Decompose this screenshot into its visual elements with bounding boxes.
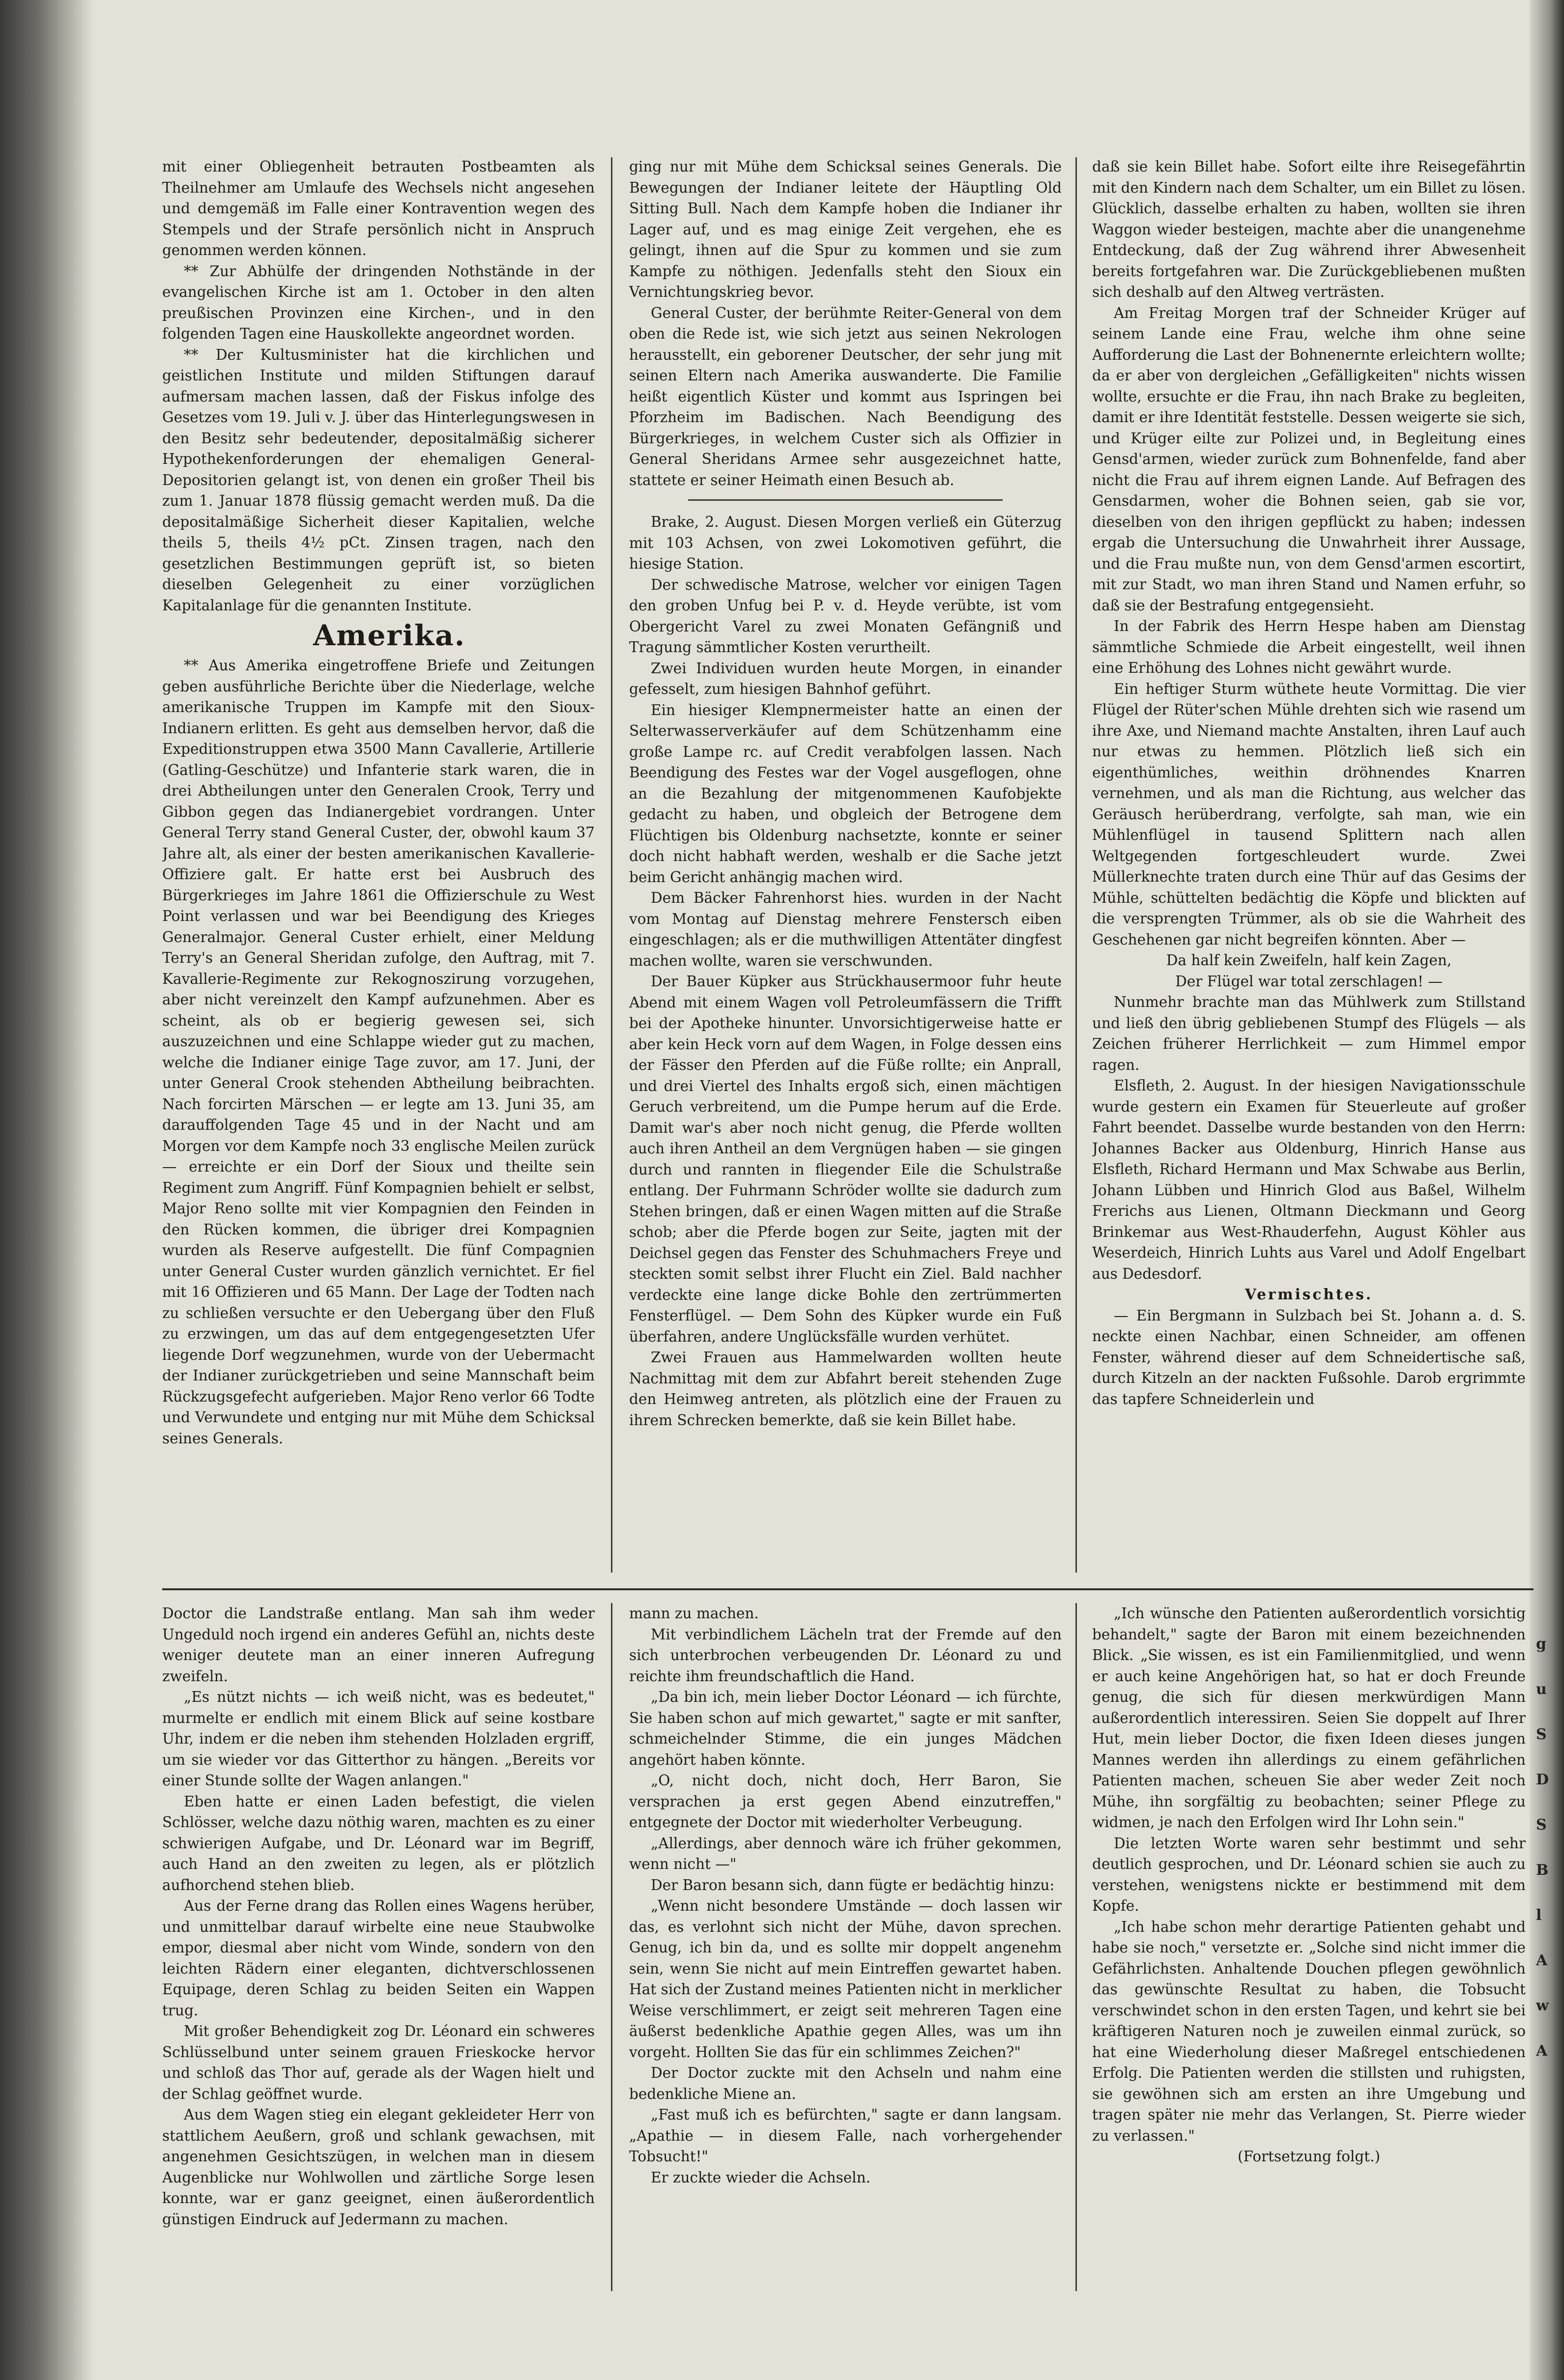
- paragraph: ging nur mit Mühe dem Schicksal seines Generals. Die Bewegungen der Indianer leitete der Häuptling Old Sitting Bull. Nach dem Kampfe hoben die Indianer ihr Lager auf, und es mag einige Zeit vergehen, ehe es gelingt, ihnen auf die Spur zu kommen und sie zum Kampfe zu nöthigen. Jedenfalls steht den Sioux ein Vernichtungskrieg bevor.: [629, 158, 1062, 300]
- top-column-1: [162, 156, 595, 1572]
- paragraph: Brake, 2. August. Diesen Morgen verließ ein Güterzug mit 103 Achsen, von zwei Lokomotiven geführt, die hiesige Station.: [629, 514, 1062, 572]
- paragraph: Doctor die Landstraße entlang. Man sah ihm weder Ungeduld noch irgend ein anderes Gefühl an, nichts deste weniger deutete man an einer inneren Aufregung zweifeln.: [162, 1605, 595, 1685]
- paragraph: Der Bauer Küpker aus Strückhausermoor fuhr heute Abend mit einem Wagen voll Petroleumfässern die Trifft bei der Apotheke hinunter. Unvorsichtigerweise hatte er aber kein Heck vorn auf dem Wagen, in Folge dessen eins der Fässer den Pferden auf die Füße rollte; ein Anprall, und drei Viertel des Inhalts ergoß sich, einen mächtigen Geruch verbreitend, um die Pumpe herum auf die Erde. Damit war's aber noch nicht genug, die Pferde wollten auch ihren Antheil an dem Vergnügen haben — sie gingen durch und rannten in fliegender Eile die Schulstraße entlang. Der Fuhrmann Schröder wollte sie dadurch zum Stehen bringen, daß er einen Wagen mitten auf die Straße schob; aber die Pferde bogen zur Seite, jagten mit der Deichsel gegen das Fenster des Schuhmachers Freye und steckten somit selbst ihrer Flucht ein Ziel. Bald nachher verdeckte eine lange dicke Bohle den zertrümmerten Fensterflügel. — Dem Sohn des Küpker wurde ein Fuß überfahren, andere Unglücksfälle wurden verhütet.: [629, 973, 1062, 1345]
- paragraph: Da half kein Zweifeln, half kein Zagen,: [1166, 952, 1452, 969]
- margin-glyph: B: [1536, 1862, 1549, 1879]
- section-divider: [162, 1588, 1534, 1590]
- column-rule: [1075, 157, 1077, 1573]
- margin-glyph: S: [1536, 1726, 1547, 1743]
- paragraph: Die letzten Worte waren sehr bestimmt und sehr deutlich gesprochen, und Dr. Léonard schien sie auch zu verstehen, wenigstens nickte er bestimmend mit dem Kopfe.: [1092, 1835, 1526, 1914]
- column-rule: [611, 157, 612, 1573]
- paragraph: mann zu machen.: [629, 1605, 759, 1622]
- paragraph: Ein heftiger Sturm wüthete heute Vormittag. Die vier Flügel der Rüter'schen Mühle drehten sich wie rasend um ihre Axe, und Niemand machte Anstalten, ihren Lauf auch nur etwas zu hemmen. Plötzlich ließ sich ein eigenthümliches, weithin dröhnendes Knarren vernehmen, und als man die Richtung, aus welcher das Geräusch herüberdrang, verfolgte, sah man, wie ein Mühlenflügel in tausend Splittern nach allen Weltgegenden fortgeschleudert wurde. Zwei Müllerknechte traten durch eine Thür auf das Gesims der Mühle, schüttelten bedächtig die Köpfe und blickten auf die versprengten Trümmer, als ob sie die Wahrheit des Geschehenen gar nicht begreifen könnten. Aber —: [1092, 680, 1526, 948]
- paragraph: „O, nicht doch, nicht doch, Herr Baron, Sie versprachen ja erst gegen Abend einzutreffen," entgegnete der Doctor mit wiederholter Verbeugung.: [629, 1772, 1062, 1831]
- paragraph: (Fortsetzung folgt.): [1237, 2148, 1381, 2165]
- paragraph: ** Zur Abhülfe der dringenden Nothstände in der evangelischen Kirche ist am 1. October in den alten preußischen Provinzen eine Kirchen-, und in den folgenden Tagen eine Hauskollekte angeordnet worden.: [162, 262, 595, 342]
- margin-glyph: l: [1536, 1907, 1542, 1924]
- article-separator-rule: [688, 499, 1003, 501]
- margin-glyph: S: [1536, 1816, 1547, 1834]
- paragraph: Elsfleth, 2. August. In der hiesigen Navigationsschule wurde gestern ein Examen für Steuerleute auf großer Fahrt beendet. Dasselbe wurde bestanden von den Herrn: Johannes Backer aus Oldenburg, Hinrich Hanse aus Elsfleth, Richard Hermann und Max Schwabe aus Berlin, Johann Lübben und Hinrich Glod aus Baßel, Wilhelm Frerichs aus Lienen, Oltmann Dieckmann und Georg Brinkemar aus West-Rhauderfehn, August Köhler aus Weserdeich, Hinrich Luhts aus Varel und Adolf Engelbart aus Dedesdorf.: [1092, 1077, 1526, 1282]
- section-subheading: Vermischtes.: [1245, 1286, 1373, 1303]
- paragraph: „Wenn nicht besondere Umstände — doch lassen wir das, es verlohnt sich nicht der Mühe, davon sprechen. Genug, ich bin da, und es sollte mir doppelt angenehm sein, wenn Sie nicht auf mein Eintreffen gewartet haben. Hat sich der Zustand meines Patienten nicht in merklicher Weise verschlimmert, er zeigt seit mehreren Tagen eine äußerst bedenkliche Apathie gegen Alles, was um ihn vorgeht. Hollten Sie das für ein schlimmes Zeichen?": [629, 1897, 1062, 2061]
- bottom-column-1: [162, 1603, 595, 2291]
- bottom-column-2: [629, 1603, 1062, 2291]
- margin-glyph: w: [1536, 1997, 1549, 2014]
- top-column-3: [1092, 156, 1526, 1572]
- paragraph: Dem Bäcker Fahrenhorst hies. wurden in der Nacht vom Montag auf Dienstag mehrere Fenstersch eiben eingeschlagen; als er die muthwilligen Attentäter dingfest machen wollte, waren sie verschwunden.: [629, 889, 1062, 969]
- paragraph: Ein hiesiger Klempnermeister hatte an einen der Selterwasserverkäufer auf dem Schützenhamm eine große Lampe rc. auf Credit verabfolgen lassen. Nach Beendigung des Festes war der Vogel ausgeflogen, ohne an die Bezahlung der mitgenommenen Kaufobjekte gedacht zu haben, und obgleich der Betrogene dem Flüchtigen bis Oldenburg nachsetzte, konnte er seiner doch nicht habhaft werden, weshalb er die Sache jetzt beim Gericht anhängig machen wird.: [629, 701, 1062, 886]
- margin-glyph: A: [1536, 2042, 1548, 2060]
- paragraph: Eben hatte er einen Laden befestigt, die vielen Schlösser, welche dazu nöthig waren, machten es zu einer schwierigen Aufgabe, und Dr. Léonard war im Begriff, auch Hand an den zweiten zu legen, als er plötzlich aufhorchend stehen blieb.: [162, 1793, 595, 1893]
- paragraph: Mit großer Behendigkeit zog Dr. Léonard ein schweres Schlüsselbund unter seinem grauen Frieskocke hervor und schloß das Thor auf, gerade als der Wagen hielt und der Schlag geöffnet wurde.: [162, 2023, 595, 2102]
- paragraph: ** Der Kultusminister hat die kirchlichen und geistlichen Institute und milden Stiftungen darauf aufmersam machen lassen, daß der Fiskus infolge des Gesetzes vom 19. Juli v. J. über das Hinterlegungswesen in den Besitz sehr bedeutender, depositalmäßig sicherer Hypothekenforderungen der ehemaligen General-Depositorien gelangt ist, von denen ein großer Theil bis zum 1. Januar 1878 flüssig gemacht werden muß. Da die depositalmäßige Sicherheit dieser Kapitalien, welche theils 5, theils 4½ pCt. Zinsen tragen, nach den gesetzlichen Bestimmungen geprüft ist, so bieten dieselben Gelegenheit zu einer vorzüglichen Kapitalanlage für die genannten Institute.: [162, 346, 595, 614]
- column-rule: [1075, 1603, 1077, 2291]
- paragraph: Der Baron besann sich, dann fügte er bedächtig hinzu:: [651, 1876, 1055, 1893]
- paragraph: Er zuckte wieder die Achseln.: [651, 2169, 870, 2186]
- paragraph: daß sie kein Billet habe. Sofort eilte ihre Reisegefährtin mit den Kindern nach dem Schalter, um ein Billet zu lösen. Glücklich, dasselbe erhalten zu haben, wollten sie ihren Waggon wieder besteigen, machte aber die unangenehme Entdeckung, daß der Zug während ihrer Abwesenheit bereits fortgefahren war. Die Zurückgebliebenen mußten sich deshalb auf den Altweg verträsten.: [1092, 158, 1526, 300]
- paragraph: Zwei Frauen aus Hammelwarden wollten heute Nachmittag mit dem zur Abfahrt bereit stehenden Zuge den Heimweg antreten, als plötzlich eine der Frauen zu ihrem Schrecken bemerkte, daß sie kein Billet habe.: [629, 1349, 1062, 1429]
- margin-glyph: g: [1536, 1635, 1546, 1653]
- paragraph: In der Fabrik des Herrn Hespe haben am Dienstag sämmtliche Schmiede die Arbeit eingestellt, weil ihnen eine Erhöhung des Lohnes nicht gewährt wurde.: [1092, 618, 1526, 676]
- margin-glyph: A: [1536, 1952, 1548, 1969]
- paragraph: „Fast muß ich es befürchten," sagte er dann langsam. „Apathie — in diesem Falle, nach vorhergehender Tobsucht!": [629, 2106, 1062, 2165]
- column-rule: [611, 1603, 612, 2291]
- paragraph: „Es nützt nichts — ich weiß nicht, was es bedeutet," murmelte er endlich mit einem Blick auf seine kostbare Uhr, indem er die neben ihm stehenden Holzladen ergriff, um sie wieder vor das Gitterthor zu hängen. „Bereits vor einer Stunde sollte der Wagen anlangen.": [162, 1689, 595, 1789]
- paragraph: Mit verbindlichem Lächeln trat der Fremde auf den sich unterbrochen verbeugenden Dr. Léonard zu und reichte ihm freundschaftlich die Hand.: [629, 1626, 1062, 1685]
- paragraph: „Ich wünsche den Patienten außerordentlich vorsichtig behandelt," sagte der Baron mit einem bezeichnenden Blick. „Sie wissen, es ist ein Familienmitglied, und wenn er auch keine Angehörigen hat, so hat er doch Freunde genug, die sich für diesen merkwürdigen Mann außerordentlich interessiren. Seien Sie doppelt auf Ihrer Hut, mein lieber Doctor, die fixen Ideen dieses jungen Mannes werden ihn allerdings zu einem gefährlichen Patienten machen, scheuen Sie aber weder Zeit noch Mühe, ihn sorgfältig zu beobachten; seiner Pflege zu widmen, je nach den Erfolgen wird Ihr Lohn sein.": [1092, 1605, 1526, 1831]
- paragraph: Der Doctor zuckte mit den Achseln und nahm eine bedenkliche Miene an.: [629, 2065, 1062, 2102]
- top-column-2: [629, 156, 1062, 1572]
- paragraph: mit einer Obliegenheit betrauten Postbeamten als Theilnehmer am Umlaufe des Wechsels nicht angesehen und demgemäß im Falle einer Kontravention wegen des Stempels und der Strafe persönlich nicht in Anspruch genommen werden können.: [162, 158, 595, 258]
- paragraph: Der schwedische Matrose, welcher vor einigen Tagen den groben Unfug bei P. v. d. Heyde verübte, ist vom Obergericht Varel zu zwei Monaten Gefängniß und Tragung sämmtlicher Kosten verurtheilt.: [629, 576, 1062, 656]
- paragraph: Aus der Ferne drang das Rollen eines Wagens herüber, und unmittelbar darauf wirbelte eine neue Staubwolke empor, diesmal aber nicht vom Winde, sondern von den leichten Rädern einer eleganten, dichtverschlossenen Equipage, deren Schlag zu beiden Seiten ein Wappen trug.: [162, 1897, 595, 2019]
- paragraph: Aus dem Wagen stieg ein elegant gekleideter Herr von stattlichem Aeußern, groß und schlank gewachsen, mit angenehmen Gesichtszügen, in welchen man in diesem Augenblicke nur Wohlwollen und zärtliche Sorge lesen konnte, war er ganz geeignet, einen äußerordentlich günstigen Eindruck auf Jedermann zu machen.: [162, 2106, 595, 2228]
- paragraph: Am Freitag Morgen traf der Schneider Krüger auf seinem Lande eine Frau, welche ihm ohne seine Aufforderung die Last der Bohnenernte erleichtern wollte; da er aber von dergleichen „Gefälligkeiten" nichts wissen wollte, ersuchte er die Frau, ihn nach Brake zu begleiten, damit er ihre Identität feststelle. Dessen weigerte sie sich, und Krüger eilte zur Polizei und, in Begleitung eines Gensd'armen, wieder zurück zum Bohnenfelde, fand aber nicht die Frau auf ihrem eignen Lande. Auf Befragen des Gensdarmen, woher die Bohnen seien, gab sie vor, dieselben von den ihrigen gepflückt zu haben; indessen ergab die Untersuchung die Unwahrheit ihrer Aussage, und die Frau mußte nun, von dem Gensd'armen escortirt, mit zur Stadt, wo man ihren Stand und Namen erfuhr, so daß sie der Bestrafung entgegensieht.: [1092, 304, 1526, 614]
- paragraph: „Ich habe schon mehr derartige Patienten gehabt und habe sie noch," versetzte er. „Solche sind nicht immer die Gefährlichsten. Anhaltende Douchen pflegen gewöhnlich das gewünschte Resultat zu haben, die Tobsucht verschwindet schon in den ersten Tagen, und kehrt sie bei kräftigeren Naturen noch je zuweilen einmal zurück, so hat eine Wiederholung dieser Maßregel entschiedenen Erfolg. Die Patienten werden die stillsten und ruhigsten, sie gewöhnen sich am ersten an ihre Umgebung und tragen später nie mehr das Verlangen, St. Pierre wieder zu verlassen.": [1092, 1918, 1526, 2144]
- paragraph: ** Aus Amerika eingetroffene Briefe und Zeitungen geben ausführliche Berichte über die Niederlage, welche amerikanische Truppen im Kampfe mit den Sioux-Indianern erlitten. Es geht aus demselben hervor, daß die Expeditionstruppen etwa 3500 Mann Cavallerie, Artillerie (Gatling-Geschütze) und Infanterie stark waren, die in drei Abtheilungen unter den Generalen Crook, Terry und Gibbon gegen das Indianergebiet vordrangen. Unter General Terry stand General Custer, der, obwohl kaum 37 Jahre alt, als einer der besten amerikanischen Kavallerie-Offiziere galt. Er hatte erst bei Ausbruch des Bürgerkrieges im Jahre 1861 die Offizierschule zu West Point verlassen und war bei Beendigung des Krieges Generalmajor. General Custer erhielt, einer Meldung Terry's an General Sheridan zufolge, den Auftrag, mit 7. Kavallerie-Regimente zur Rekognoszirung vorzugehen, aber nicht vereinzelt den Kampf aufzunehmen. Aber es scheint, als ob er begierig gewesen sei, sich auszuzeichnen und eine Schlappe wieder gut zu machen, welche die Indianer einige Tage zuvor, am 17. Juni, der unter General Crook stehenden Abtheilung beibrachten. Nach forcirten Märschen — er legte am 13. Juni 35, am darauffolgenden Tage 45 und in der Nacht und am Morgen vor dem Kampfe noch 33 englische Meilen zurück — erreichte er ein Dorf der Sioux und theilte sein Regiment zum Angriff. Fünf Kompagnien behielt er selbst, Major Reno sollte mit vier Kompagnien den Feinden in den Rücken kommen, die übriger drei Kompagnien wurden als Reserve aufgestellt. Die fünf Compagnien unter General Custer wurden gänzlich vernichtet. Er fiel mit 16 Offizieren und 65 Mann. Der Lage der Todten nach zu schließen versuchte er den Uebergang über den Fluß zu erzwingen, um das auf dem entgegengesetzten Ufer liegende Dorf wegzunehmen, wurde von der Uebermacht der Indianer zurückgetrieben und seine Mannschaft beim Rückzugsgefecht aufgerieben. Major Reno verlor 66 Todte und Verwundete und entging nur mit Mühe dem Schicksal seines Generals.: [162, 657, 595, 1447]
- section-heading: Amerika.: [313, 619, 465, 652]
- paragraph: General Custer, der berühmte Reiter-General von dem oben die Rede ist, wie sich jetzt aus seinen Nekrologen herausstellt, ein geborener Deutscher, der sehr jung mit seinen Eltern nach Amerika auswanderte. Die Familie heißt eigentlich Küster und kommt aus Ispringen bei Pforzheim im Badischen. Nach Beendigung des Bürgerkrieges, in welchem Custer sich als Offizier in General Sheridans Armee sehr ausgezeichnet hatte, stattete er seiner Heimath einen Besuch ab.: [629, 304, 1062, 488]
- paragraph: Zwei Individuen wurden heute Morgen, in einander gefesselt, zum hiesigen Bahnhof geführt.: [629, 660, 1062, 697]
- adjacent-page-margin-text: [1536, 1622, 1556, 2074]
- paragraph: „Allerdings, aber dennoch wäre ich früher gekommen, wenn nicht —": [629, 1835, 1062, 1872]
- bottom-column-3: [1092, 1603, 1526, 2291]
- margin-glyph: D: [1536, 1771, 1549, 1788]
- book-binding-edge: [0, 0, 93, 2380]
- paragraph: „Da bin ich, mein lieber Doctor Léonard — ich fürchte, Sie haben schon auf mich gewartet," sagte er mit sanfter, schmeichelnder Stimme, die ein junges Mädchen angehört haben könnte.: [629, 1689, 1062, 1768]
- paragraph: Der Flügel war total zerschlagen! —: [1175, 973, 1443, 990]
- paragraph: — Ein Bergmann in Sulzbach bei St. Johann a. d. S. neckte einen Nachbar, einen Schneider, am offenen Fenster, während dieser auf dem Schneidertische saß, durch Kitzeln an der nackten Fußsohle. Darob ergrimmte das tapfere Schneiderlein und: [1092, 1307, 1526, 1407]
- margin-glyph: u: [1536, 1681, 1547, 1698]
- paragraph: Nunmehr brachte man das Mühlwerk zum Stillstand und ließ den übrig gebliebenen Stumpf des Flügels — als Zeichen früherer Herrlichkeit — zum Himmel empor ragen.: [1092, 994, 1526, 1073]
